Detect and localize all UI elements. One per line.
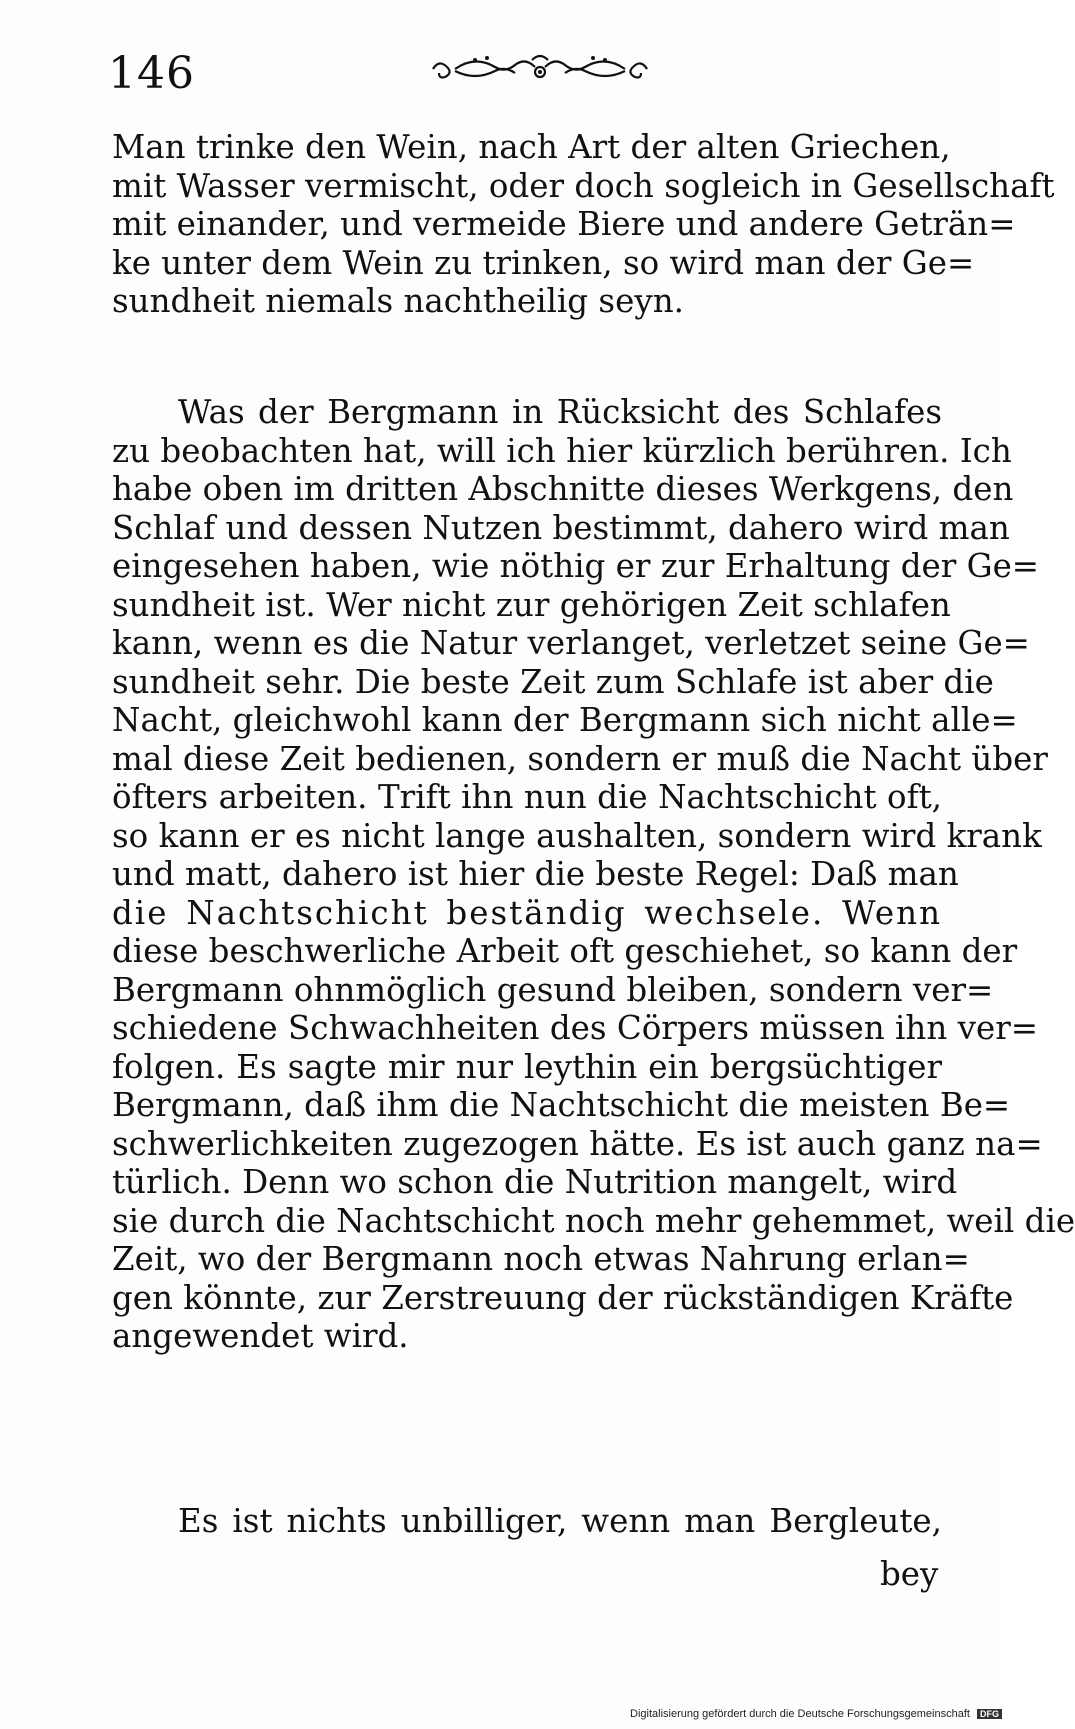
text-line: schwerlichkeiten zugezogen hätte. Es ist auch ganz na= xyxy=(112,1124,1043,1163)
text-line: Schlaf und dessen Nutzen bestimmt, dahero wird man xyxy=(112,508,1010,547)
text-line: mal diese Zeit bedienen, sondern er muß die Nacht über xyxy=(112,739,1048,778)
text-line: Nacht, gleichwohl kann der Bergmann sich nicht alle= xyxy=(112,701,1018,739)
text-line: habe oben im dritten Abschnitte dieses Werkgens, den xyxy=(112,470,1014,508)
credit-text: Digitalisierung gefördert durch die Deutsche Forschungsgemeinschaft xyxy=(630,1708,970,1720)
text-line: ke unter dem Wein zu trinken, so wird man der Ge= xyxy=(112,243,975,282)
dfg-logo: DFG xyxy=(977,1709,1002,1719)
text-line-emphasis: die Nachtschicht beständig wechsele. Wenn xyxy=(112,893,942,932)
digitization-credit xyxy=(630,1708,1002,1720)
text-line: folgen. Es sagte mir nur leythin ein bergsüchtiger xyxy=(112,1047,942,1086)
text-line: kann, wenn es die Natur verlanget, verletzet seine Ge= xyxy=(112,624,1030,662)
text-line: schiedene Schwachheiten des Cörpers müssen ihn ver= xyxy=(112,1009,1038,1047)
text-line: so kann er es nicht lange aushalten, sondern wird krank xyxy=(112,816,1042,855)
text-line: türlich. Denn wo schon die Nutrition mangelt, wird xyxy=(112,1163,958,1201)
text-line: sundheit ist. Wer nicht zur gehörigen Zeit schlafen xyxy=(112,585,951,624)
text-line: Es ist nichts unbilliger, wenn man Bergleute, xyxy=(178,1502,942,1540)
text-line: zu beobachten hat, will ich hier kürzlich berühren. Ich xyxy=(112,431,1012,470)
text-line: mit einander, und vermeide Biere und andere Geträn= xyxy=(112,205,1016,243)
text-line: Zeit, wo der Bergmann noch etwas Nahrung erlan= xyxy=(112,1240,970,1278)
text-line: sundheit sehr. Die beste Zeit zum Schlafe ist aber die xyxy=(112,662,994,701)
text-line: eingesehen haben, wie nöthig er zur Erhaltung der Ge= xyxy=(112,547,1040,585)
text-line: mit Wasser vermischt, oder doch sogleich in Gesellschaft xyxy=(112,166,1055,205)
text-line: Bergmann ohnmöglich gesund bleiben, sondern ver= xyxy=(112,970,994,1009)
text-line: Was der Bergmann in Rücksicht des Schlafes xyxy=(178,393,942,431)
text-line: sie durch die Nachtschicht noch mehr gehemmet, weil die xyxy=(112,1201,1075,1240)
paragraph-sleep xyxy=(112,393,1075,1356)
text-line: und matt, dahero ist hier die beste Regel: Daß man xyxy=(112,855,959,893)
text-line: gen könnte, zur Zerstreuung der rückständigen Kräfte xyxy=(112,1278,1014,1317)
paragraph-miners xyxy=(112,1502,942,1541)
text-line: Bergmann, daß ihm die Nachtschicht die meisten Be= xyxy=(112,1086,1011,1124)
paragraph-wine xyxy=(112,128,1055,321)
text-line: sundheit niemals nachtheilig seyn. xyxy=(112,282,684,320)
text-line: Man trinke den Wein, nach Art der alten Griechen, xyxy=(112,128,951,166)
floral-ornament-icon xyxy=(425,46,655,92)
page-number: 146 xyxy=(108,48,195,99)
catchword: bey xyxy=(880,1555,939,1593)
text-line: diese beschwerliche Arbeit oft geschiehet, so kann der xyxy=(112,932,1018,970)
text-line: angewendet wird. xyxy=(112,1317,409,1355)
text-line: öfters arbeiten. Trift ihn nun die Nachtschicht oft, xyxy=(112,778,942,816)
